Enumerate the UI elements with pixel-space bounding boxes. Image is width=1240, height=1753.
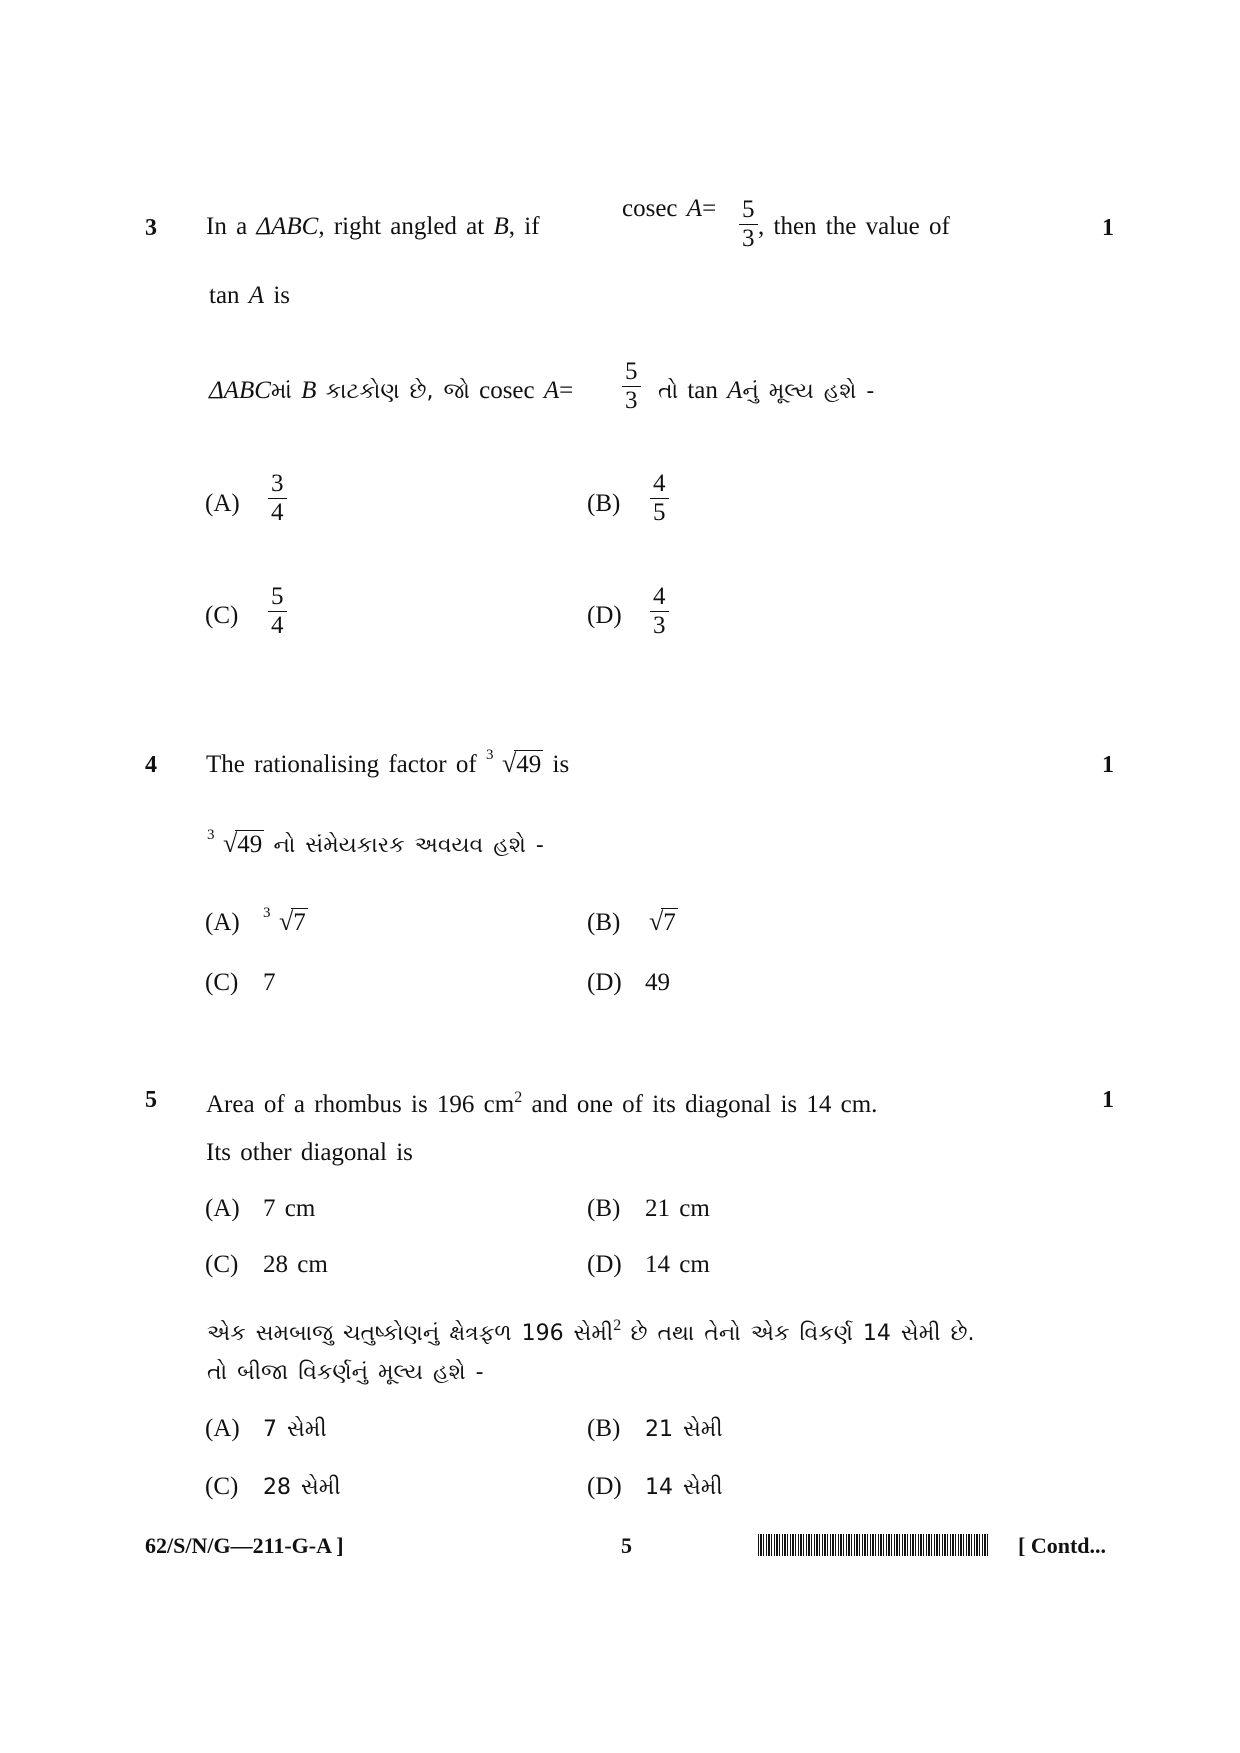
tan-label: tan <box>687 377 718 404</box>
equals-sign: = <box>702 195 717 222</box>
text-fragment: , right angled at <box>318 213 485 240</box>
text-fragment: , if <box>508 213 540 240</box>
variable: A <box>686 195 703 222</box>
fraction <box>739 196 758 253</box>
variable: A <box>727 377 743 404</box>
text-fragment: and one of its diagonal is 14 cm. <box>531 1091 878 1118</box>
option-c <box>205 967 276 999</box>
option-d <box>587 967 670 999</box>
option-value: 7 સેમી <box>263 1417 327 1442</box>
tan-label: tan <box>209 282 240 309</box>
option-value: 7 <box>263 969 276 996</box>
radicand: 49 <box>237 831 263 858</box>
text-fragment: માં <box>270 379 292 404</box>
denominator: 3 <box>625 387 638 414</box>
text-fragment: In a <box>206 213 248 240</box>
option-c <box>205 600 263 632</box>
text-fragment: is <box>552 751 570 778</box>
superscript: 2 <box>514 1089 523 1106</box>
denominator: 3 <box>742 225 755 252</box>
question-marks: 1 <box>1102 215 1114 241</box>
option-c-fraction <box>268 583 287 640</box>
option-value: 14 સેમી <box>645 1475 723 1500</box>
text-fragment: એક સમબાજુ ચતુષ્કોણનું ક્ષેત્રફળ 196 સેમી <box>207 1321 614 1346</box>
text-fragment: Area of a rhombus is 196 cm <box>206 1091 515 1118</box>
option-a <box>205 1193 315 1225</box>
option-label: (D) <box>587 969 622 996</box>
question-text-en <box>206 1082 877 1121</box>
triangle-label: ΔABC <box>256 213 319 240</box>
option-label: (C) <box>205 969 239 996</box>
question-number: 3 <box>145 215 157 241</box>
option-d <box>587 1471 723 1504</box>
option-label: (A) <box>205 909 240 936</box>
paper-code: 62/S/N/G—211-G-A ] <box>145 1533 344 1558</box>
option-c <box>205 1249 328 1281</box>
option-b-fraction <box>650 470 669 527</box>
cube-root: 3 √49 <box>207 828 264 861</box>
denominator: 5 <box>653 499 666 526</box>
page-number: 5 <box>621 1533 632 1558</box>
continued-label: [ Contd... <box>1018 1533 1107 1558</box>
option-label: (B) <box>587 1195 621 1222</box>
question-text-en <box>206 748 569 781</box>
option-label: (D) <box>587 1251 622 1278</box>
square-root: √7 <box>649 907 676 936</box>
denominator: 4 <box>271 499 284 526</box>
text-fragment: કાટકોણ છે, જો <box>325 379 470 404</box>
option-a <box>205 488 263 520</box>
denominator: 4 <box>271 612 284 639</box>
numerator: 5 <box>268 583 287 612</box>
question-marks: 1 <box>1102 1087 1114 1113</box>
barcode-icon <box>758 1534 990 1556</box>
numerator: 5 <box>622 358 641 387</box>
option-d <box>587 600 645 632</box>
option-label: (D) <box>587 1473 622 1500</box>
question-text-gu <box>209 375 573 408</box>
question-text-en <box>206 211 540 243</box>
triangle-label: ΔABC <box>209 377 271 404</box>
root-index: 3 <box>263 905 271 921</box>
question-text-gu <box>207 1356 484 1389</box>
cosec-label: cosec <box>622 195 678 222</box>
text-fragment: છે તથા તેનો એક વિકર્ણ 14 સેમી છે. <box>630 1321 975 1346</box>
text-fragment: તો બીજા વિકર્ણનું મૂલ્ય હશે - <box>207 1360 484 1385</box>
variable: A <box>543 377 560 404</box>
option-value: 14 cm <box>645 1251 710 1278</box>
text-fragment: નું મૂલ્ય હશે - <box>742 379 875 404</box>
option-value: 7 cm <box>263 1195 316 1222</box>
question-text-en: , then the value of <box>758 213 950 240</box>
equals-sign: = <box>559 377 574 404</box>
question-text-en <box>209 280 290 312</box>
radicand: 7 <box>293 909 306 936</box>
option-b <box>587 1413 723 1446</box>
option-label: (D) <box>587 602 622 629</box>
root-index: 3 <box>485 747 494 763</box>
option-b <box>587 1193 710 1225</box>
numerator: 5 <box>739 196 758 225</box>
numerator: 4 <box>650 470 669 499</box>
cosec-label: cosec <box>479 377 535 404</box>
variable: A <box>248 282 265 309</box>
cube-root: 3 √7 <box>263 906 308 939</box>
vertex-label: B <box>493 213 509 240</box>
option-value: 28 cm <box>263 1251 328 1278</box>
question-text-en: Its other diagonal is <box>206 1139 413 1166</box>
option-a-fraction <box>268 470 287 527</box>
option-label: (C) <box>205 602 239 629</box>
option-label: (C) <box>205 1473 239 1500</box>
text-fragment: The rationalising factor of <box>206 751 477 778</box>
cosec-equation <box>622 193 716 225</box>
text-fragment: નો સંમેયકારક અવયવ હશે - <box>273 833 544 858</box>
denominator: 3 <box>653 612 666 639</box>
superscript: 2 <box>613 1317 622 1334</box>
question-marks: 1 <box>1102 752 1114 778</box>
option-label: (A) <box>205 1415 240 1442</box>
radicand: 49 <box>516 751 542 778</box>
option-d-fraction <box>650 583 669 640</box>
question-text-gu <box>207 828 544 862</box>
option-b <box>587 488 645 520</box>
option-value: 28 સેમી <box>263 1475 341 1500</box>
option-label: (B) <box>587 490 621 517</box>
option-label: (B) <box>587 909 621 936</box>
option-b <box>587 906 678 939</box>
option-a <box>205 1413 327 1446</box>
option-a <box>205 906 308 939</box>
question-number: 4 <box>145 752 157 778</box>
question-text-gu <box>207 1310 975 1350</box>
text-fragment: તો <box>658 379 679 404</box>
cube-root: 3 √49 <box>486 748 543 781</box>
numerator: 4 <box>650 583 669 612</box>
option-d <box>587 1249 710 1281</box>
option-value: 49 <box>645 969 670 996</box>
option-value: 21 cm <box>645 1195 710 1222</box>
numerator: 3 <box>268 470 287 499</box>
option-label: (C) <box>205 1251 239 1278</box>
option-label: (B) <box>587 1415 621 1442</box>
option-label: (A) <box>205 490 240 517</box>
question-text-gu <box>658 375 874 408</box>
option-c <box>205 1471 341 1504</box>
fraction <box>622 358 641 415</box>
option-label: (A) <box>205 1195 240 1222</box>
text-fragment: is <box>273 282 291 309</box>
root-index: 3 <box>207 827 215 843</box>
vertex-label: B <box>301 377 317 404</box>
option-value: 21 સેમી <box>645 1417 723 1442</box>
question-number: 5 <box>145 1087 157 1113</box>
radicand: 7 <box>663 909 676 936</box>
